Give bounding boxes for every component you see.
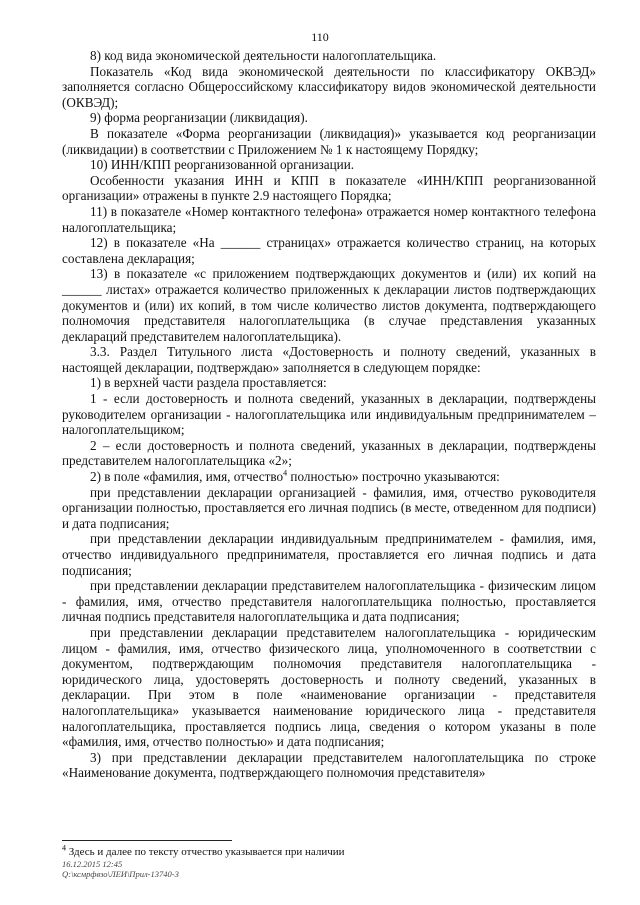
paragraph — [62, 375, 596, 391]
paragraph — [62, 235, 596, 266]
paragraph — [62, 48, 596, 64]
paragraph-text: 10) ИНН/КПП реорганизованной организации. — [90, 157, 355, 173]
paragraph — [62, 531, 596, 578]
paragraph — [62, 750, 596, 781]
paragraph — [62, 391, 596, 438]
paragraph-text: 12) в показателе «На ______ страницах» отражается количество страниц, на которых составлена декларация; — [62, 235, 596, 266]
paragraph-text: 8) код вида экономической деятельности налогоплательщика. — [90, 48, 437, 63]
paragraph-text: при представлении декларации представителем налогоплательщика - юридическим лицом - фамилия, имя, отчество физического лица, уполномоченного в соответствии с документом, подтверждающим полномочия представителя налогоплательщика - юридического лица, удостоверять достоверность и полноту сведений, указанных в декларации. При этом в поле «наименование организации - представителя налогоплательщика» указывается наименование юридического лица - представителя налогоплательщика, проставляется подпись лица, сведения о котором указаны в поле «фамилия, имя, отчество полностью» и дата подписания; — [62, 624, 596, 750]
document-body — [62, 48, 596, 781]
paragraph-text: Особенности указания ИНН и КПП в показателе «ИНН/КПП реорганизованной организации» отражены в пункте 2.9 настоящего Порядка; — [62, 172, 596, 204]
paragraph-text: при представлении декларации представителем налогоплательщика - физическим лицом - фамилия, имя, отчество представителя налогоплательщика полностью, проставляется личная подпись представителя налогоплательщика и дата подписания; — [62, 578, 596, 625]
footnote-marker: 4 — [62, 843, 66, 853]
paragraph-text: В показателе «Форма реорганизации (ликвидация)» указывается код реорганизации (ликвидации) в соответствии с Приложением № 1 к настоящему Порядку; — [62, 125, 596, 157]
paragraph — [62, 110, 596, 126]
paragraph-text: 3) при представлении декларации представителем налогоплательщика по строке «Наименование документа, подтверждающего полномочия представителя» — [62, 749, 596, 781]
file-stamp — [62, 859, 179, 879]
paragraph — [62, 204, 596, 235]
paragraph-text: 11) в показателе «Номер контактного телефона» отражается номер контактного телефона налогоплательщика; — [62, 203, 596, 235]
paragraph — [62, 64, 596, 111]
paragraph-text: полностью» построчно указываются: — [287, 469, 500, 485]
paragraph — [62, 344, 596, 375]
paragraph-text: 9) форма реорганизации (ликвидация). — [90, 110, 308, 126]
paragraph-text: 13) в показателе «с приложением подтверждающих документов и (или) их копий на ______ листах» отражается количество приложенных к декларации листов подтверждающих документов и (или) их копий, в том числе количество листов документа, подтверждающего полномочия представителя налогоплательщика (в случае представления указанных деклараций представителем налогоплательщика). — [62, 266, 596, 344]
paragraph — [62, 625, 596, 750]
stamp-date: 16.12.2015 12:45 — [62, 859, 123, 869]
paragraph-text: 3.3. Раздел Титульного листа «Достоверность и полноту сведений, указанных в настоящей декларации, подтверждаю» заполняется в следующем порядке: — [62, 344, 596, 375]
page-number: 110 — [311, 30, 329, 44]
paragraph — [62, 438, 596, 469]
footnote-ref: 4 — [283, 468, 288, 478]
footnote-divider — [62, 840, 232, 841]
paragraph — [62, 173, 596, 204]
paragraph-text: Показатель «Код вида экономической деятельности по классификатору ОКВЭД» заполняется согласно Общероссийскому классификатору видов экономической деятельности (ОКВЭД); — [62, 63, 596, 110]
paragraph — [62, 578, 596, 625]
stamp-path: Q:\ксмрфвзо\ЛЕИ\Прил-13740-3 — [62, 869, 179, 879]
paragraph-text: 2 – если достоверность и полнота сведений, указанных в декларации, подтверждены представителем налогоплательщика «2»; — [62, 437, 596, 469]
paragraph — [62, 485, 596, 532]
paragraph-text: 1) в верхней части раздела проставляется: — [90, 375, 327, 391]
paragraph — [62, 157, 596, 173]
footnote — [62, 843, 596, 859]
paragraph-text: 1 - если достоверность и полнота сведений, указанных в декларации, подтверждены руководителем организации - налогоплательщика или индивидуальным предпринимателем – налогоплательщиком; — [62, 391, 596, 438]
paragraph — [62, 266, 596, 344]
paragraph-text: при представлении декларации организацией - фамилия, имя, отчество руководителя организации полностью, проставляется его личная подпись (в месте, отведенном для подписи) и дата подписания; — [62, 484, 596, 531]
paragraph — [62, 126, 596, 157]
footnote-text: Здесь и далее по тексту отчество указывается при наличии — [68, 846, 345, 858]
paragraph-text: при представлении декларации индивидуальным предпринимателем - фамилия, имя, отчество индивидуального предпринимателя, проставляется его личная подпись и дата подписания; — [62, 531, 596, 578]
paragraph — [62, 469, 596, 485]
paragraph-text: 2) в поле «фамилия, имя, отчество — [90, 469, 284, 485]
